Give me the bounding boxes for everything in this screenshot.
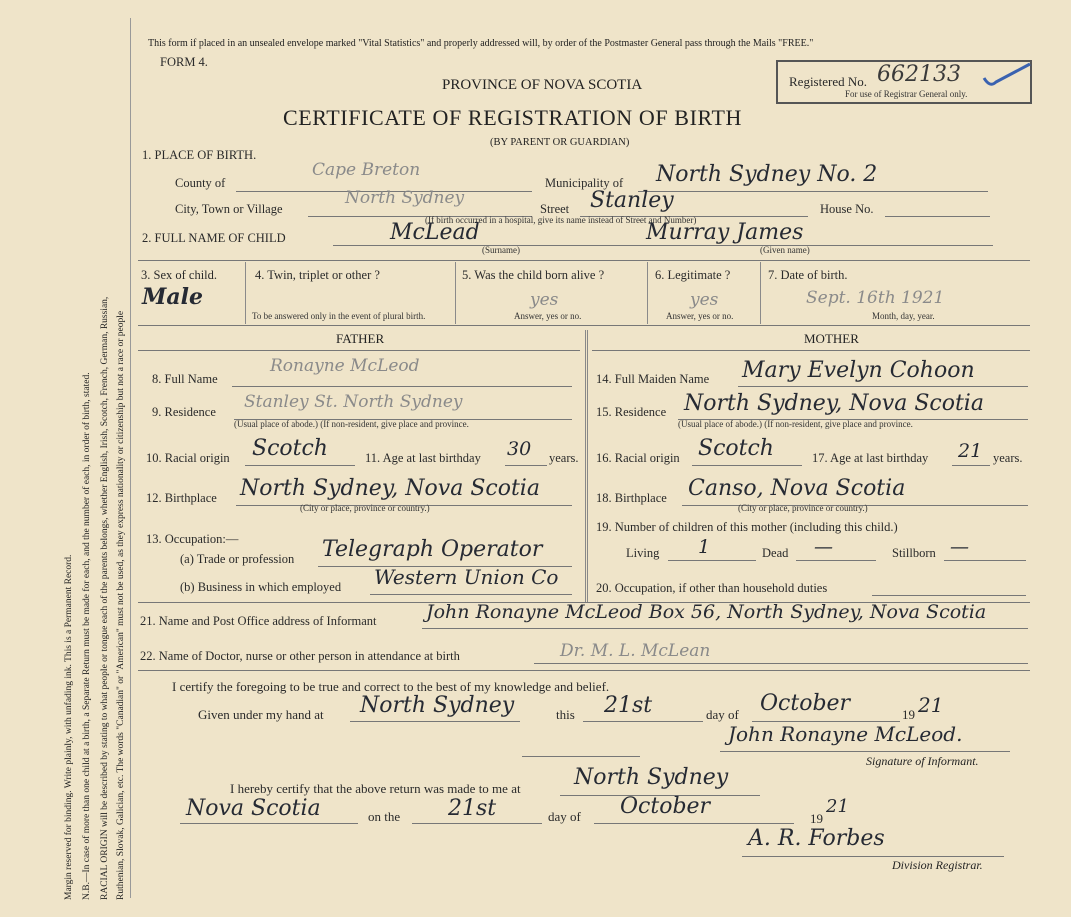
blank-line [522, 756, 640, 757]
doctor-line [534, 663, 1028, 664]
return-province-line [180, 823, 358, 824]
mother-birthplace-note: (City or place, province or country.) [738, 503, 868, 513]
mother-racial-label: 16. Racial origin [596, 451, 680, 465]
check-mark-icon [978, 58, 1038, 92]
year-prefix-2: 19 [810, 811, 823, 826]
certificate-title: CERTIFICATE OF REGISTRATION OF BIRTH [283, 105, 742, 130]
child-name-line [333, 245, 993, 246]
father-name-value: Ronayne McLeod [270, 356, 420, 376]
day-of-label-2: day of [548, 809, 581, 824]
father-name-line [232, 386, 572, 387]
alive-value: yes [530, 290, 559, 310]
mother-age-unit: years. [993, 451, 1023, 465]
mother-name-label: 14. Full Maiden Name [596, 372, 710, 386]
given-name-note: (Given name) [760, 245, 810, 255]
mother-name-line [738, 386, 1028, 387]
municipality-line [638, 191, 988, 192]
given-day: 21st [604, 693, 653, 718]
alive-label: 5. Was the child born alive ? [462, 268, 605, 282]
return-day: 21st [448, 796, 497, 821]
informant-signature: John Ronayne McLeod. [728, 722, 963, 746]
doctor-value: Dr. M. L. McLean [560, 641, 711, 661]
given-label: Given under my hand at [198, 707, 324, 722]
day-of-label: day of [706, 707, 739, 722]
informant-signature-line [720, 751, 1010, 752]
return-day-line [412, 823, 542, 824]
mother-racial-line [692, 465, 802, 466]
father-residence-value: Stanley St. North Sydney [244, 392, 463, 412]
margin-note-2: N.B.—In case of more than one child at a birth, a Separate Return must be made for each, and the number of each, in order of birth, stated. [82, 372, 92, 900]
father-racial-line [245, 465, 355, 466]
father-business-line [370, 594, 572, 595]
on-the-label: on the [368, 809, 401, 824]
given-day-line [583, 721, 703, 722]
mother-stillborn-value: — [950, 536, 969, 558]
year-suffix-2: 21 [826, 796, 849, 817]
father-residence-note: (Usual place of abode.) (If non-resident, give place and province. [234, 419, 469, 429]
child-surname: McLead [390, 220, 480, 245]
informant-value: John Ronayne McLeod Box 56, North Sydney, Nova Scotia [426, 601, 987, 623]
street-label: Street [540, 202, 570, 216]
mother-racial-value: Scotch [698, 436, 774, 461]
father-residence-label: 9. Residence [152, 405, 216, 419]
twin-label: 4. Twin, triplet or other ? [255, 268, 380, 282]
county-label: County of [175, 176, 226, 190]
alive-note: Answer, yes or no. [514, 311, 582, 321]
dob-label: 7. Date of birth. [768, 268, 848, 282]
return-province: Nova Scotia [186, 796, 321, 821]
surname-note: (Surname) [482, 245, 520, 255]
father-age-value: 30 [507, 438, 532, 460]
father-racial-value: Scotch [252, 436, 328, 461]
return-month: October [620, 794, 711, 819]
municipality-value: North Sydney No. 2 [656, 162, 878, 187]
registrar-signature-line [742, 856, 1004, 857]
mother-rule [592, 350, 1030, 351]
street-value: Stanley [590, 188, 674, 213]
house-line [885, 216, 990, 217]
city-value: North Sydney [345, 188, 465, 208]
mother-residence-value: North Sydney, Nova Scotia [684, 391, 984, 416]
row-top-rule [138, 260, 1030, 261]
place-of-birth-heading: 1. PLACE OF BIRTH. [142, 148, 257, 162]
year-suffix: 21 [918, 693, 944, 717]
mother-living-value: 1 [698, 536, 711, 558]
doctor-label: 22. Name of Doctor, nurse or other person in attendance at birth [140, 649, 460, 663]
father-trade-value: Telegraph Operator [322, 537, 543, 562]
dob-note: Month, day, year. [872, 311, 935, 321]
margin-note-1: Margin reserved for binding. Write plainly, with unfading ink. This is a Permanent Record. [64, 554, 74, 900]
father-racial-label: 10. Racial origin [146, 451, 230, 465]
mother-birthplace-value: Canso, Nova Scotia [688, 476, 906, 501]
father-age-unit: years. [549, 451, 579, 465]
child-name-label: 2. FULL NAME OF CHILD [142, 231, 286, 245]
father-occupation-label: 13. Occupation:— [146, 532, 239, 546]
row-bottom-rule [138, 325, 1030, 326]
legitimate-note: Answer, yes or no. [666, 311, 734, 321]
year-prefix: 19 [902, 707, 915, 722]
dob-value: Sept. 16th 1921 [806, 288, 945, 308]
given-place: North Sydney [360, 693, 515, 718]
father-trade-label: (a) Trade or profession [180, 552, 295, 566]
margin-divider [130, 18, 131, 898]
father-birthplace-note: (City or place, province or country.) [300, 503, 430, 513]
municipality-label: Municipality of [545, 176, 624, 190]
form-number: FORM 4. [160, 55, 208, 69]
registrar-label: Division Registrar. [892, 858, 983, 872]
legitimate-value: yes [690, 290, 719, 310]
mother-occupation-line [872, 595, 1026, 596]
hospital-note: (If birth occurred in a hospital, give its name instead of Street and Number) [425, 215, 697, 225]
father-birthplace-value: North Sydney, Nova Scotia [240, 476, 540, 501]
mother-occupation-label: 20. Occupation, if other than household duties [596, 581, 828, 595]
county-value: Cape Breton [312, 160, 421, 180]
mother-dead-value: — [814, 536, 833, 558]
mother-stillborn-label: Stillborn [892, 546, 936, 560]
mother-residence-note: (Usual place of abode.) (If non-resident, give place and province. [678, 419, 913, 429]
certificate-subtitle: (BY PARENT OR GUARDIAN) [490, 137, 630, 148]
registrar-signature: A. R. Forbes [748, 826, 885, 851]
mother-residence-label: 15. Residence [596, 405, 667, 419]
informant-signature-label: Signature of Informant. [866, 754, 979, 768]
mother-age-line [952, 465, 990, 466]
box-divider [647, 262, 648, 324]
dead-line [796, 560, 876, 561]
mother-name-value: Mary Evelyn Cohoon [742, 358, 975, 383]
city-label: City, Town or Village [175, 202, 283, 216]
registrar-note: For use of Registrar General only. [845, 89, 968, 99]
province-title: PROVINCE OF NOVA SCOTIA [442, 77, 643, 93]
certification-rule [138, 670, 1030, 671]
mother-children-label: 19. Number of children of this mother (including this child.) [596, 520, 898, 534]
twin-note: To be answered only in the event of plural birth. [252, 311, 426, 321]
father-name-label: 8. Full Name [152, 372, 218, 386]
informant-label: 21. Name and Post Office address of Informant [140, 614, 377, 628]
box-divider [245, 262, 246, 324]
margin-note-4: Ruthenian, Slovak, Galician, etc. The words "Canadian" or "American" must not be used, as they express nationality or citizenship but not a race or people [116, 310, 126, 900]
registered-label: Registered No. [789, 74, 867, 89]
mother-dead-label: Dead [762, 546, 789, 560]
father-heading: FATHER [336, 331, 385, 346]
child-given-name: Murray James [646, 220, 804, 245]
legitimate-label: 6. Legitimate ? [655, 268, 731, 282]
hereby-text: I hereby certify that the above return was made to me at [230, 781, 521, 796]
given-month: October [760, 691, 851, 716]
father-rule [138, 350, 580, 351]
mother-age-label: 17. Age at last birthday [812, 451, 929, 465]
sex-value: Male [142, 284, 203, 310]
return-place: North Sydney [574, 765, 729, 790]
margin-note-3: RACIAL ORIGIN will be described by stating to what people or tongue each of the parents belongs, whether English, Irish, Scotch, French, German, Russian, [100, 296, 110, 900]
living-line [668, 560, 756, 561]
informant-line [422, 628, 1028, 629]
father-age-label: 11. Age at last birthday [365, 451, 481, 465]
box-divider [760, 262, 761, 324]
return-month-line [594, 823, 794, 824]
parent-divider [585, 330, 588, 602]
mother-heading: MOTHER [804, 331, 859, 346]
father-age-line [505, 465, 547, 466]
postal-note: This form if placed in an unsealed envelope marked "Vital Statistics" and properly addressed will, by order of the Postmaster General pass through the Mails "FREE." [148, 38, 814, 49]
mother-age-value: 21 [958, 440, 983, 462]
box-divider [455, 262, 456, 324]
given-place-line [350, 721, 520, 722]
father-birthplace-label: 12. Birthplace [146, 491, 217, 505]
father-business-label: (b) Business in which employed [180, 580, 342, 594]
certify-text: I certify the foregoing to be true and correct to the best of my knowledge and belief. [172, 679, 610, 694]
father-business-value: Western Union Co [374, 565, 559, 589]
mother-birthplace-label: 18. Birthplace [596, 491, 667, 505]
sex-label: 3. Sex of child. [141, 268, 218, 282]
house-label: House No. [820, 202, 874, 216]
stillborn-line [944, 560, 1026, 561]
mother-living-label: Living [626, 546, 660, 560]
this-label: this [556, 707, 575, 722]
registered-number: 662133 [877, 62, 961, 87]
